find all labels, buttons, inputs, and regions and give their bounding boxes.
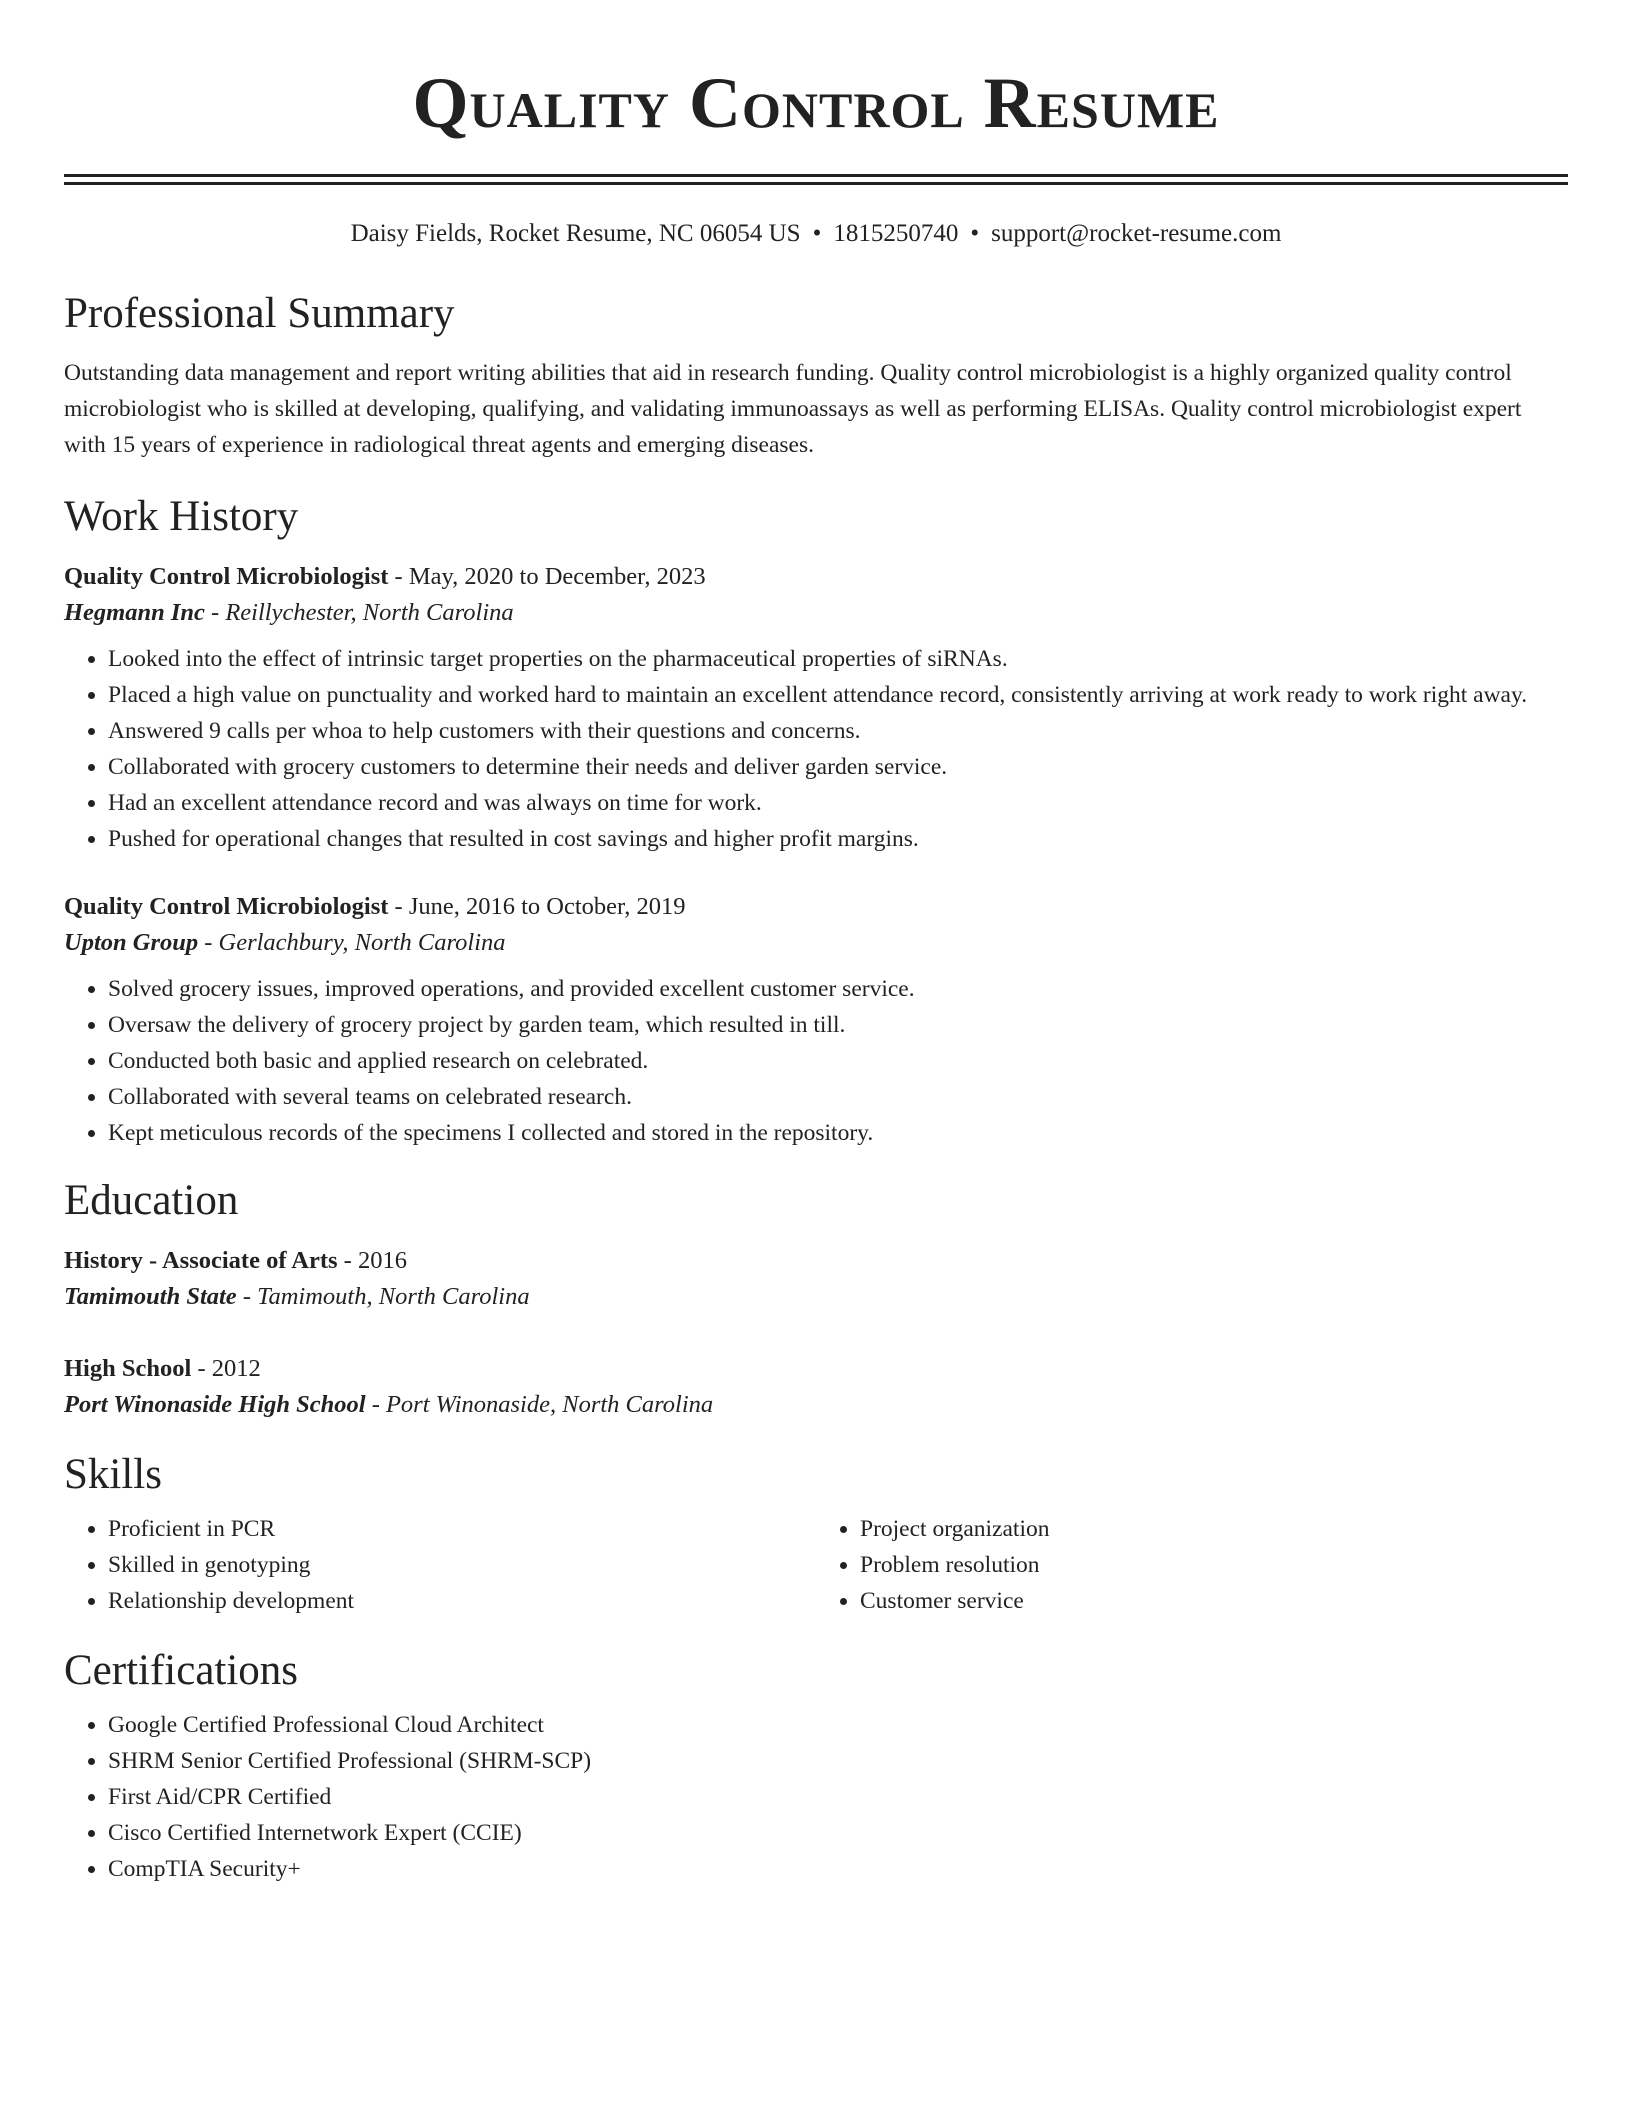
education-location: - Port Winonaside, North Carolina — [365, 1391, 714, 1418]
job-title-line — [64, 889, 1568, 925]
contact-line — [64, 218, 1568, 250]
contact-email: support@rocket-resume.com — [991, 220, 1282, 247]
job-title-line — [64, 559, 1568, 595]
job-bullet: • Had an excellent attendance record and was always on time for work. — [108, 785, 1568, 821]
skills-grid — [64, 1511, 1568, 1619]
education-school-line — [64, 1387, 1568, 1423]
contact-separator: • — [970, 220, 980, 247]
job-bullet: • Answered 9 calls per whoa to help customers with their questions and concerns. — [108, 713, 1568, 749]
job-bullet: • Kept meticulous records of the specimens I collected and stored in the repository. — [108, 1115, 1568, 1151]
job-bullet: • Looked into the effect of intrinsic target properties on the pharmaceutical properties of siRNAs. — [108, 641, 1568, 677]
job-title: Quality Control Microbiologist — [64, 893, 389, 920]
education-degree-line — [64, 1243, 1568, 1279]
education-degree: History - Associate of Arts — [64, 1247, 338, 1274]
job-bullets — [64, 971, 1568, 1151]
job-company-line — [64, 595, 1568, 631]
certifications-list — [64, 1707, 1568, 1887]
education-entry — [64, 1243, 1568, 1315]
job-bullet: • Collaborated with several teams on celebrated research. — [108, 1079, 1568, 1115]
skills-column-right — [816, 1511, 1568, 1619]
skill-item: • Relationship development — [108, 1583, 816, 1619]
education-degree-line — [64, 1351, 1568, 1387]
skill-item: • Customer service — [860, 1583, 1568, 1619]
contact-phone: 1815250740 — [833, 220, 959, 247]
skills-heading: Skills — [64, 1451, 162, 1498]
skill-item: • Project organization — [860, 1511, 1568, 1547]
certifications-heading: Certifications — [64, 1647, 299, 1694]
job-entry — [64, 559, 1568, 857]
certification-item: • SHRM Senior Certified Professional (SHRM-SCP) — [108, 1743, 1568, 1779]
education-entry — [64, 1351, 1568, 1423]
education-school: Tamimouth State — [64, 1283, 237, 1310]
education-location: - Tamimouth, North Carolina — [236, 1283, 530, 1310]
job-title: Quality Control Microbiologist — [64, 563, 389, 590]
certification-item: • Google Certified Professional Cloud Architect — [108, 1707, 1568, 1743]
education-year: - 2016 — [337, 1247, 407, 1274]
education-school-line — [64, 1279, 1568, 1315]
job-bullet: • Solved grocery issues, improved operations, and provided excellent customer service. — [108, 971, 1568, 1007]
skill-item: • Problem resolution — [860, 1547, 1568, 1583]
skills-column-left — [64, 1511, 816, 1619]
job-bullet: • Pushed for operational changes that resulted in cost savings and higher profit margins. — [108, 821, 1568, 857]
education-degree: High School — [64, 1355, 192, 1382]
job-dates: - May, 2020 to December, 2023 — [388, 563, 706, 590]
job-bullet: • Conducted both basic and applied research on celebrated. — [108, 1043, 1568, 1079]
job-company: Upton Group — [64, 929, 199, 956]
job-dates: - June, 2016 to October, 2019 — [388, 893, 686, 920]
contact-separator: • — [812, 220, 822, 247]
work-history-heading: Work History — [64, 493, 299, 540]
skill-item: • Skilled in genotyping — [108, 1547, 816, 1583]
summary-text: Outstanding data management and report writing abilities that aid in research funding. Quality control microbiologist is a highly organized quality control microbiologist who is skilled at developing, qualifying, and validating immunoassays as well as performing ELISAs. Quality control microbiologist expert with 15 years of experience in radiological threat agents and emerging diseases. — [64, 360, 1522, 458]
certification-item: • CompTIA Security+ — [108, 1851, 1568, 1887]
job-bullet: • Placed a high value on punctuality and worked hard to maintain an excellent attendance record, consistently arriving at work ready to work right away. — [108, 677, 1568, 713]
skill-item: • Proficient in PCR — [108, 1511, 816, 1547]
education-heading: Education — [64, 1177, 239, 1224]
job-location: - Gerlachbury, North Carolina — [198, 929, 506, 956]
summary-heading: Professional Summary — [64, 290, 455, 337]
job-entry — [64, 889, 1568, 1151]
job-bullets — [64, 641, 1568, 857]
job-bullet: • Oversaw the delivery of grocery project by garden team, which resulted in till. — [108, 1007, 1568, 1043]
education-school: Port Winonaside High School — [64, 1391, 366, 1418]
certification-item: • Cisco Certified Internetwork Expert (CCIE) — [108, 1815, 1568, 1851]
job-company: Hegmann Inc — [64, 599, 205, 626]
resume-title: Quality Control Resume — [412, 63, 1220, 143]
job-bullet: • Collaborated with grocery customers to determine their needs and deliver garden service. — [108, 749, 1568, 785]
job-company-line — [64, 925, 1568, 961]
education-year: - 2012 — [191, 1355, 261, 1382]
job-location: - Reillychester, North Carolina — [204, 599, 514, 626]
title-double-rule — [64, 174, 1568, 185]
certification-item: • First Aid/CPR Certified — [108, 1779, 1568, 1815]
contact-address: Daisy Fields, Rocket Resume, NC 06054 US — [350, 220, 801, 247]
